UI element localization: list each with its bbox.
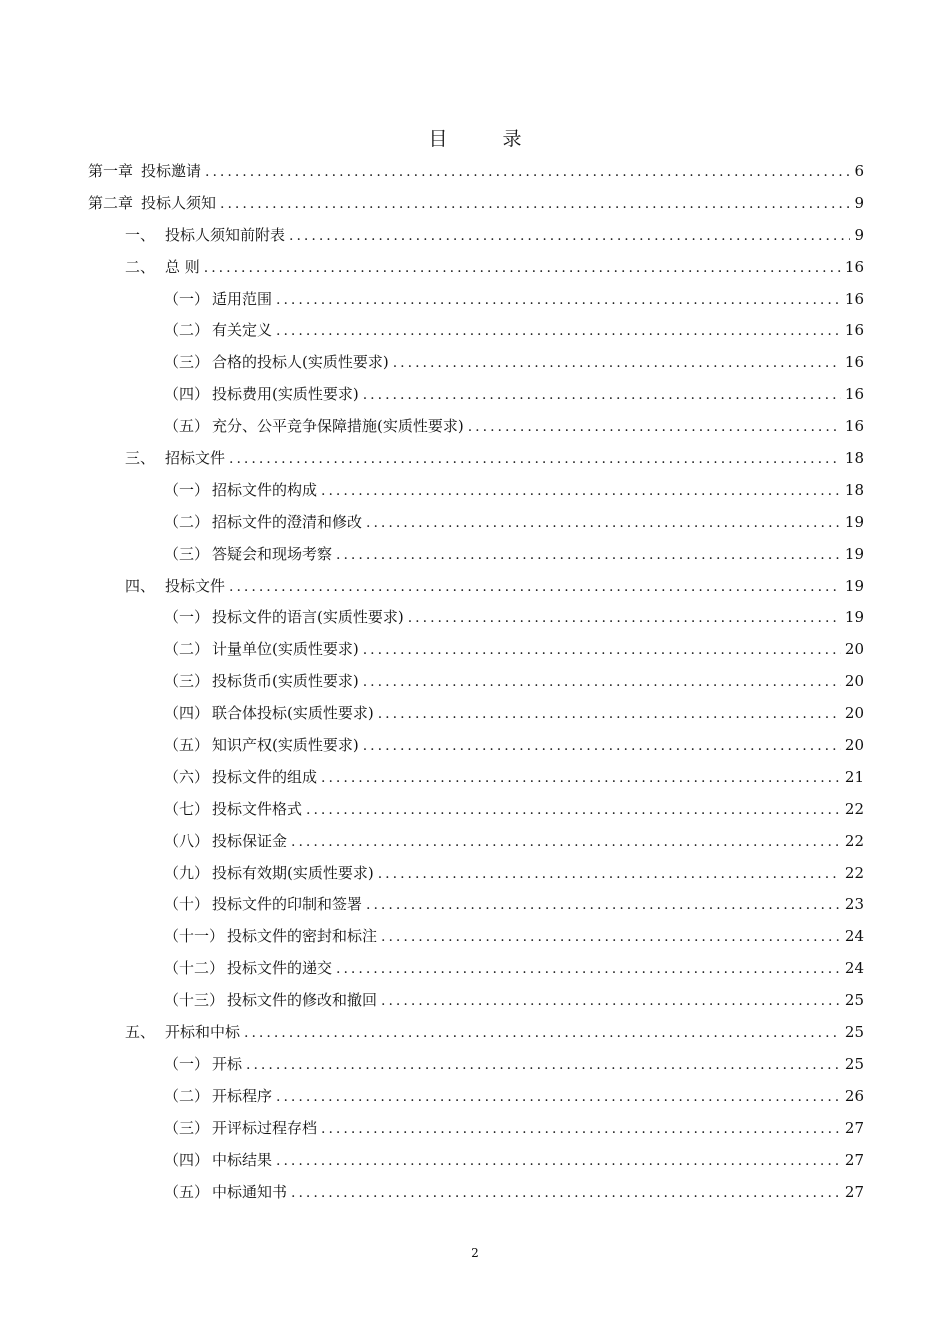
dot-leader [408,603,841,635]
toc-entry[interactable] [88,1113,864,1145]
dot-leader [321,1114,841,1146]
toc-entry-text: 开标 [212,1054,243,1073]
toc-entry-number: （二） [164,640,210,659]
toc-entry-page: 25 [844,991,864,1010]
toc-entry-number: （一） [164,480,210,499]
toc-entry-label [164,284,272,316]
toc-entry[interactable] [88,1081,864,1113]
toc-entry-page: 26 [844,1086,864,1105]
toc-entry-number: 第二章 [88,193,134,212]
toc-entry-label [125,571,225,603]
toc-entry-page: 24 [844,959,864,978]
toc-entry-text: 知识产权(实质性要求) [212,736,359,755]
toc-entry-label [164,889,362,921]
toc-entry-text: 充分、公平竞争保障措施(实质性要求) [212,417,464,436]
toc-entry-number: 第一章 [88,162,134,180]
toc-entry[interactable] [88,794,864,826]
toc-entry-text: 招标文件 [165,449,226,468]
toc-entry[interactable] [88,730,864,762]
toc-entry-number: （五） [164,736,210,755]
toc-entry-page: 24 [844,927,864,946]
toc-entry-text: 投标文件 [165,576,226,595]
toc-entry-page: 20 [844,704,864,723]
toc-entry-number: 二、 [125,257,156,276]
toc-entry-page: 9 [854,225,864,244]
toc-entry-text: 投标人须知 [141,193,217,212]
toc-entry-number: （十一） [164,927,225,946]
toc-entry-label [164,1113,317,1145]
dot-leader [381,922,841,954]
toc-entry-number: （九） [164,863,210,882]
toc-entry[interactable] [88,379,864,411]
dot-leader [291,1178,841,1210]
toc-entry-text: 投标保证金 [212,831,288,850]
toc-entry-number: （七） [164,799,210,818]
dot-leader [276,1146,841,1178]
toc-entry-label [164,953,332,985]
toc-entry-text: 开标程序 [212,1086,273,1105]
toc-entry-page: 18 [844,449,864,468]
toc-entry-text: 投标文件的组成 [212,767,318,786]
toc-entry-text: 有关定义 [212,321,273,340]
toc-entry-number: （五） [164,1182,210,1201]
toc-entry-page: 16 [844,417,864,436]
toc-entry-label [164,985,377,1017]
toc-entry-label [164,1049,242,1081]
toc-entry-text: 投标文件格式 [212,799,303,818]
toc-entry-label [164,475,317,507]
toc-entry-page: 27 [844,1150,864,1169]
toc-entry-number: （五） [164,417,210,436]
toc-entry-text: 联合体投标(实质性要求) [212,704,374,723]
toc-entry[interactable] [88,889,864,921]
toc-entry-text: 中标结果 [212,1150,273,1169]
dot-leader [381,986,841,1018]
dot-leader [204,253,841,285]
toc-entry-page: 22 [844,831,864,850]
toc-entry-page: 16 [844,385,864,404]
toc-entry-page: 23 [844,895,864,914]
dot-leader [336,954,841,986]
toc-entry-text: 投标文件的印制和签署 [212,895,363,914]
toc-entry-label [164,921,377,953]
toc-entry-number: （四） [164,385,210,404]
toc-entry[interactable] [88,443,864,475]
dot-leader [229,444,841,476]
dot-leader [229,572,841,604]
toc-entry-label [164,411,464,443]
toc-entry-label [164,730,359,762]
toc-entry-text: 投标文件的密封和标注 [227,927,378,946]
toc-entry-page: 19 [844,544,864,563]
dot-leader [289,221,850,253]
dot-leader [276,316,841,348]
toc-entry-page: 22 [844,799,864,818]
toc-entry[interactable] [88,284,864,316]
toc-entry-text: 投标人须知前附表 [165,225,286,244]
toc-entry-label [164,1145,272,1177]
dot-leader [291,827,841,859]
page-number: 2 [471,1246,479,1260]
toc-entry[interactable] [88,985,864,1017]
dot-leader [366,890,841,922]
toc-entry-page: 20 [844,736,864,755]
toc-entry-label [164,1177,287,1209]
toc-entry-page: 25 [844,1023,864,1042]
toc-entry-text: 总 则 [165,257,200,276]
toc-entry-number: （三） [164,544,210,563]
toc-entry[interactable] [88,1145,864,1177]
toc-entry-text: 投标文件的修改和撤回 [227,991,378,1010]
toc-entry-text: 投标文件的语言(实质性要求) [212,608,404,627]
toc-entry-text: 招标文件的构成 [212,480,318,499]
toc-entry-label [164,379,359,411]
toc-entry-text: 投标文件的递交 [227,959,333,978]
toc-entry-label [125,252,200,284]
toc-entry[interactable] [88,571,864,603]
dot-leader [205,157,850,189]
toc-entry[interactable] [88,156,864,188]
toc-entry-text: 投标费用(实质性要求) [212,385,359,404]
toc-entry-label [164,347,389,379]
dot-leader [363,380,841,412]
toc-entry[interactable] [88,953,864,985]
toc-entry-page: 25 [844,1054,864,1073]
toc-entry-page: 21 [844,767,864,786]
toc-entry-label [164,507,362,539]
toc-entry-number: （二） [164,512,210,531]
toc-entry[interactable] [88,666,864,698]
toc-entry-number: （八） [164,831,210,850]
toc-entry-page: 19 [844,576,864,595]
toc-entry-number: （三） [164,353,210,372]
dot-leader [276,285,841,317]
toc-entry-page: 16 [844,257,864,276]
toc-entry-number: 四、 [125,576,156,595]
toc-entry[interactable] [88,220,864,252]
dot-leader [336,540,841,572]
toc-entry-text: 合格的投标人(实质性要求) [212,353,389,372]
dot-leader [321,476,841,508]
toc-entry[interactable] [88,252,864,284]
toc-entry-label [164,602,404,634]
toc-entry-number: （一） [164,608,210,627]
toc-entry[interactable] [88,921,864,953]
toc-entry[interactable] [88,475,864,507]
toc-entry-text: 开标和中标 [165,1023,241,1042]
toc-entry-page: 20 [844,640,864,659]
toc-entry-number: （一） [164,289,210,308]
toc-entry-label [164,315,272,347]
dot-leader [246,1050,841,1082]
toc-entry[interactable] [88,507,864,539]
toc-entry-page: 6 [854,162,864,180]
toc-entry[interactable] [88,634,864,666]
toc-entry-number: 三、 [125,449,156,468]
toc-entry-text: 开评标过程存档 [212,1118,318,1137]
toc-entry-label [125,443,225,475]
toc-entry-label [125,1017,240,1049]
toc-entry[interactable] [88,188,864,220]
dot-leader [276,1082,841,1114]
toc-entry-number: （二） [164,1086,210,1105]
toc-entry[interactable] [88,1177,864,1209]
toc-entry-number: 五、 [125,1023,156,1042]
toc-entry[interactable] [88,762,864,794]
toc-entry-page: 27 [844,1182,864,1201]
toc-entry-text: 中标通知书 [212,1182,288,1201]
toc-entry-page: 16 [844,353,864,372]
toc-entry[interactable] [88,347,864,379]
toc-entry-text: 适用范围 [212,289,273,308]
toc-entry-number: （六） [164,767,210,786]
table-of-contents [88,156,864,1208]
toc-entry-label [164,858,374,890]
dot-leader [468,412,841,444]
toc-entry[interactable] [88,539,864,571]
toc-entry-label [164,1081,272,1113]
toc-entry-number: （二） [164,321,210,340]
toc-entry[interactable] [88,698,864,730]
dot-leader [244,1018,841,1050]
toc-entry-text: 计量单位(实质性要求) [212,640,359,659]
toc-entry-text: 招标文件的澄清和修改 [212,512,363,531]
toc-entry-label [164,698,374,730]
toc-entry-label [164,794,302,826]
toc-entry[interactable] [88,858,864,890]
toc-entry-page: 22 [844,863,864,882]
toc-entry-label [164,762,317,794]
toc-title: 目 录 [428,128,540,150]
dot-leader [363,635,841,667]
dot-leader [306,795,841,827]
dot-leader [366,508,841,540]
toc-entry-label [164,634,359,666]
toc-entry-number: （四） [164,1150,210,1169]
toc-entry[interactable] [88,411,864,443]
toc-entry-text: 答疑会和现场考察 [212,544,333,563]
toc-entry[interactable] [88,315,864,347]
dot-leader [363,731,841,763]
toc-entry-page: 16 [844,289,864,308]
toc-entry-number: （三） [164,672,210,691]
toc-entry-page: 18 [844,480,864,499]
toc-entry[interactable] [88,826,864,858]
toc-entry-page: 9 [854,193,864,212]
toc-entry-label [164,666,359,698]
toc-entry-number: （十） [164,895,210,914]
toc-entry[interactable] [88,1017,864,1049]
toc-entry-page: 16 [844,321,864,340]
toc-entry-label [164,826,287,858]
toc-entry-number: （四） [164,704,210,723]
toc-entry-page: 27 [844,1118,864,1137]
dot-leader [393,348,841,380]
toc-entry-label [88,156,201,188]
toc-entry-label [88,188,216,220]
toc-entry[interactable] [88,602,864,634]
toc-entry-text: 投标邀请 [141,162,202,180]
toc-entry-text: 投标有效期(实质性要求) [212,863,374,882]
dot-leader [363,667,841,699]
toc-entry-label [125,220,285,252]
toc-entry-page: 20 [844,672,864,691]
dot-leader [220,189,850,221]
toc-entry[interactable] [88,1049,864,1081]
toc-entry-number: （十三） [164,991,225,1010]
toc-entry-text: 投标货币(实质性要求) [212,672,359,691]
toc-entry-label [164,539,332,571]
dot-leader [378,859,841,891]
toc-entry-page: 19 [844,608,864,627]
toc-entry-number: （三） [164,1118,210,1137]
dot-leader [378,699,841,731]
toc-entry-number: 一、 [125,225,156,244]
dot-leader [321,763,841,795]
toc-entry-page: 19 [844,512,864,531]
toc-entry-number: （十二） [164,959,225,978]
toc-entry-number: （一） [164,1054,210,1073]
